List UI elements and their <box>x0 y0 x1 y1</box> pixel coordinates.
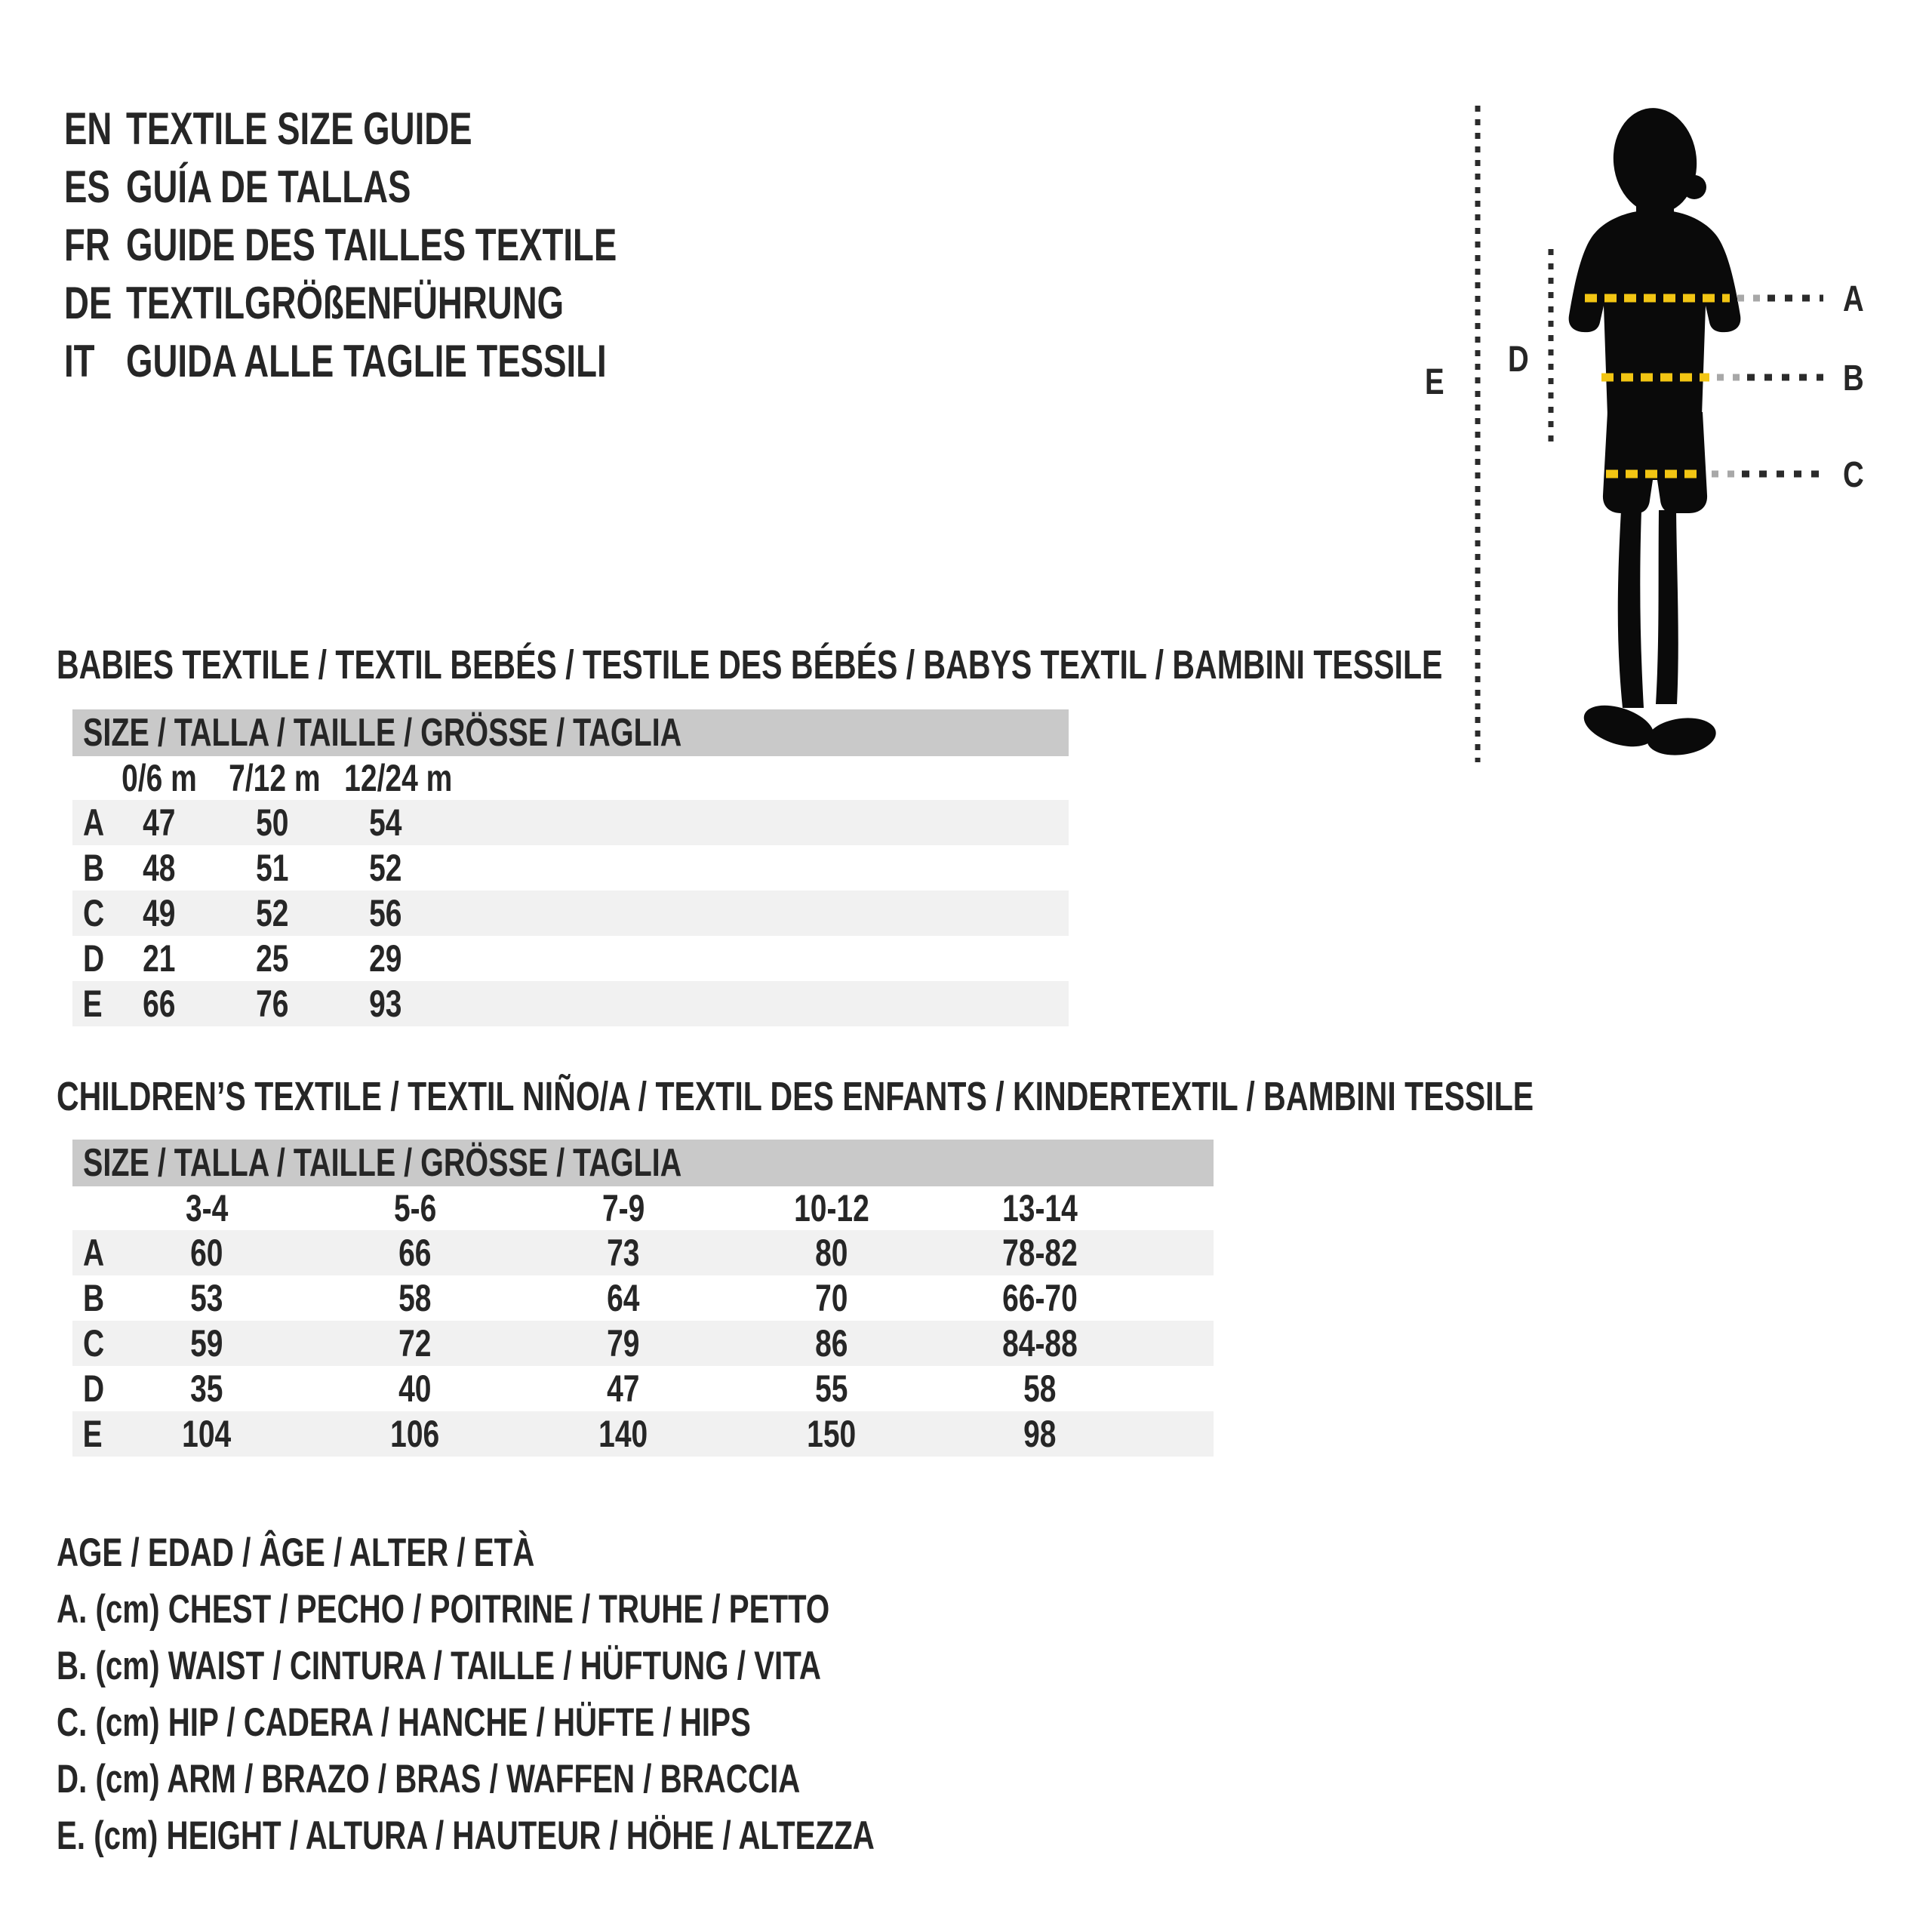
children-col-1: 5-6 <box>393 1187 437 1229</box>
legend-line-hip: C. (cm) HIP / CADERA / HANCHE / HÜFTE / HIPS <box>57 1700 751 1745</box>
table-row: C 59 72 79 86 84-88 <box>72 1321 1214 1366</box>
lang-code-de: DE <box>64 278 112 328</box>
row-label: E <box>82 1413 103 1455</box>
title-es: GUÍA DE TALLAS <box>126 162 411 212</box>
row-label: A <box>82 801 105 844</box>
lang-code-it: IT <box>64 336 95 386</box>
silhouette-shorts <box>1603 412 1707 513</box>
legend-line-chest: A. (cm) CHEST / PECHO / POITRINE / TRUHE / PETTO <box>57 1587 830 1632</box>
row-label: B <box>82 1277 105 1319</box>
babies-col-2: 12/24 m <box>344 757 453 799</box>
lang-line-es <box>64 158 772 216</box>
babies-col-1: 7/12 m <box>229 757 321 799</box>
babies-column-header-row <box>72 756 1069 800</box>
children-size-header-bar: SIZE / TALLA / TAILLE / GRÖSSE / TAGLIA <box>72 1140 1214 1186</box>
silhouette-ear <box>1682 175 1706 199</box>
figure-label-c: C <box>1843 455 1864 496</box>
row-label: E <box>82 983 103 1025</box>
children-col-3: 10-12 <box>794 1187 869 1229</box>
table-row: A 60 66 73 80 78-82 <box>72 1230 1214 1275</box>
table-row: C 49 52 56 <box>72 891 1069 936</box>
lang-line-fr <box>64 216 772 274</box>
children-col-2: 7-9 <box>601 1187 645 1229</box>
table-row: A 47 50 54 <box>72 800 1069 845</box>
table-row: B 53 58 64 70 66-70 <box>72 1275 1214 1321</box>
silhouette-left-shoe <box>1579 697 1659 754</box>
lang-code-fr: FR <box>64 220 110 270</box>
figure-label-b: B <box>1843 358 1864 399</box>
row-label: D <box>82 1367 105 1410</box>
legend-line-waist: B. (cm) WAIST / CINTURA / TAILLE / HÜFTUNG / VITA <box>57 1644 821 1688</box>
lang-line-de <box>64 274 772 332</box>
title-it: GUIDA ALLE TAGLIE TESSILI <box>126 336 607 386</box>
children-section-title: CHILDREN’S TEXTILE / TEXTIL NIÑO/A / TEXTIL DES ENFANTS / KINDERTEXTIL / BAMBINI TESSILE <box>57 1074 1534 1119</box>
lang-line-en <box>64 100 772 158</box>
table-row: D 21 25 29 <box>72 936 1069 981</box>
row-label: C <box>82 892 105 934</box>
row-label: A <box>82 1232 105 1274</box>
silhouette-right-shoe <box>1644 714 1718 759</box>
children-size-table <box>72 1140 1214 1457</box>
legend-line-age: AGE / EDAD / ÂGE / ALTER / ETÀ <box>57 1531 535 1575</box>
babies-size-table <box>72 709 1069 1026</box>
silhouette-torso <box>1569 210 1741 423</box>
table-row: E 66 76 93 <box>72 981 1069 1026</box>
measurement-legend <box>57 1524 1133 1864</box>
lang-line-it <box>64 332 772 390</box>
language-title-block <box>64 100 772 390</box>
babies-size-header-bar: SIZE / TALLA / TAILLE / GRÖSSE / TAGLIA <box>72 709 1069 756</box>
row-label: B <box>82 847 105 889</box>
table-row: E 104 106 140 150 98 <box>72 1411 1214 1457</box>
figure-label-e: E <box>1425 362 1444 403</box>
figure-label-d: D <box>1508 340 1529 380</box>
title-en: TEXTILE SIZE GUIDE <box>126 103 472 154</box>
title-de: TEXTILGRÖßENFÜHRUNG <box>126 278 565 328</box>
table-row: D 35 40 47 55 58 <box>72 1366 1214 1411</box>
row-label: C <box>82 1322 105 1364</box>
children-column-header-row <box>72 1186 1214 1230</box>
babies-section-title: BABIES TEXTILE / TEXTIL BEBÉS / TESTILE DES BÉBÉS / BABYS TEXTIL / BAMBINI TESSILE <box>57 642 1443 688</box>
lang-code-es: ES <box>64 162 110 212</box>
children-col-0: 3-4 <box>185 1187 229 1229</box>
row-label: D <box>82 937 105 980</box>
figure-label-a: A <box>1843 279 1864 320</box>
lang-code-en: EN <box>64 103 112 154</box>
children-col-4: 13-14 <box>1002 1187 1078 1229</box>
title-fr: GUIDE DES TAILLES TEXTILE <box>126 220 617 270</box>
legend-line-arm: D. (cm) ARM / BRAZO / BRAS / WAFFEN / BRACCIA <box>57 1757 801 1801</box>
legend-line-height: E. (cm) HEIGHT / ALTURA / HAUTEUR / HÖHE / ALTEZZA <box>57 1814 875 1858</box>
babies-col-0: 0/6 m <box>122 757 197 799</box>
table-row: B 48 51 52 <box>72 845 1069 891</box>
